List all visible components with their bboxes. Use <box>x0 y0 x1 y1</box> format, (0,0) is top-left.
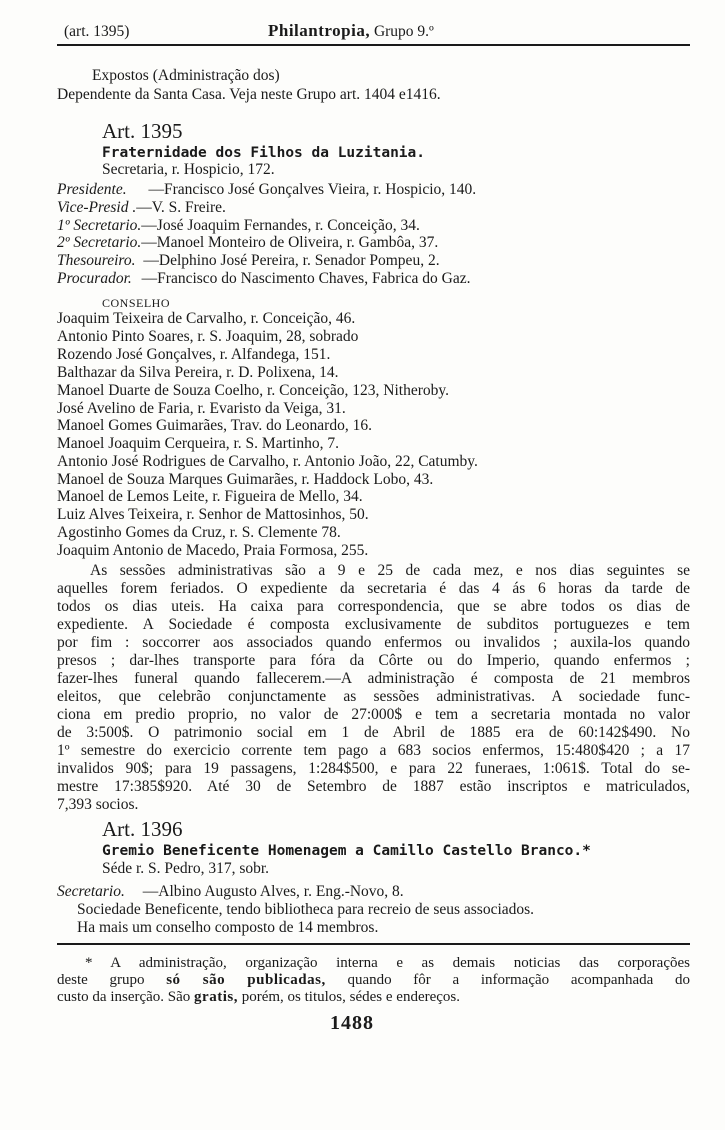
expostos-title-text: Expostos (Administração dos) <box>92 67 280 84</box>
council-member: Joaquim Teixeira de Carvalho, r. Conceição, 46. <box>57 310 356 327</box>
paragraph-line: ciona em predio proprio, no valor de 27:000$ e tem a secretaria montada no valor <box>57 706 690 723</box>
footnote-emphasis: gratis, <box>194 989 238 1005</box>
council-member: Manoel de Lemos Leite, r. Figueira de Mello, 34. <box>57 488 363 505</box>
header-title <box>268 22 434 41</box>
paragraph-line: todos os dias uteis. Ha caixa para correspondencia, que se abre todos os dias de <box>57 598 690 615</box>
footnote-line <box>57 989 690 1006</box>
council-label: CONSELHO <box>102 296 171 310</box>
art-1395-name: Fraternidade dos Filhos da Luzitania. <box>102 145 426 161</box>
council-member: Manoel Joaquim Cerqueira, r. S. Martinho, 7. <box>57 435 339 452</box>
officer-role: 1º Secretario. <box>57 217 142 234</box>
council-member: Joaquim Antonio de Macedo, Praia Formosa, 255. <box>57 542 369 559</box>
council-member: Antonio Pinto Soares, r. S. Joaquim, 28, sobrado <box>57 328 359 345</box>
council-member: Agostinho Gomes da Cruz, r. S. Clemente 78. <box>57 524 341 541</box>
officer-role: Procurador. <box>57 270 132 287</box>
paragraph-line: 1º semestre do exercicio corrente tem pago a 683 socios enfermos, 15:480$420 ; a 17 <box>57 742 690 759</box>
officer-role: Thesoureiro. <box>57 252 136 269</box>
council-member: Manoel Gomes Guimarães, Trav. do Leonardo, 16. <box>57 417 372 434</box>
paragraph-line: 7,393 socios. <box>57 796 139 813</box>
art-1396-name: Gremio Beneficente Homenagem a Camillo Castello Branco.* <box>102 843 591 859</box>
officer-role: Vice-Presid . <box>57 199 137 216</box>
officer-row <box>57 234 438 252</box>
council-member: Balthazar da Silva Pereira, r. D. Polixena, 14. <box>57 364 339 381</box>
paragraph-line: presos ; dar-lhes transporte para fóra da Côrte ou do Imperio, quando enfermos ; <box>57 652 690 669</box>
footnote-text: quando fôr a informação acompanhada do <box>347 972 691 988</box>
paragraph-line: As sessões administrativas são a 9 e 25 de cada mez, e nos dias seguintes se <box>90 562 690 579</box>
art-1395-address: Secretaria, r. Hospicio, 172. <box>102 161 275 178</box>
footnote-text: custo da inserção. São <box>57 989 191 1005</box>
paragraph-line: por fim : soccorrer aos associados quando enfermos ou invalidos ; auxila-los quando <box>57 634 690 651</box>
paragraph-line: invalidos 90$; para 19 passagens, 1:284$500, e para 22 funeraes, 1:061$. Total do se- <box>57 760 690 777</box>
officer-text: —Albino Augusto Alves, r. Eng.-Novo, 8. <box>142 883 404 900</box>
council-member: Luiz Alves Teixeira, r. Senhor de Mattosinhos, 50. <box>57 506 369 523</box>
officer-row <box>57 270 471 288</box>
header-title-text: Philantropia, <box>268 21 371 40</box>
officer-row <box>57 252 440 270</box>
council-member: Antonio José Rodrigues de Carvalho, r. Antonio João, 22, Catumby. <box>57 453 478 470</box>
officer-row <box>57 217 420 235</box>
footnote-emphasis: só são publicadas, <box>166 972 326 988</box>
paragraph-line: aquelles forem feriados. O expediente da secretaria é das 4 ás 6 horas da tarde de <box>57 580 690 597</box>
officer-text: —Manoel Monteiro de Oliveira, r. Gambôa, 37. <box>141 234 439 251</box>
paragraph-line: fazer-lhes funeral quando fallecerem.—A administração é composta de 21 membros <box>57 670 690 687</box>
officer-text: —V. S. Freire. <box>136 199 226 216</box>
header-art-ref: (art. 1395) <box>64 23 130 40</box>
officer-role: Secretario. <box>57 883 125 900</box>
art-1396-desc-line: Ha mais um conselho composto de 14 membros. <box>77 919 379 936</box>
paragraph-line: de 3:500$. O patrimonio social em 1 de Abril de 1885 era de 60:142$490. No <box>57 724 690 741</box>
footnote-line: * A administração, organização interna e as demais noticias das corporações <box>85 955 690 971</box>
header-group: Grupo 9.º <box>373 23 434 40</box>
footnote-rule <box>57 943 690 945</box>
art-1396-address: Séde r. S. Pedro, 317, sobr. <box>102 860 270 877</box>
council-member: Manoel de Souza Marques Guimarães, r. Haddock Lobo, 43. <box>57 471 434 488</box>
page-number: 1488 <box>330 1012 374 1034</box>
paragraph-line: mestre 17:385$920. Até 30 de Setembro de 1887 estão inscriptos e matriculados, <box>57 778 690 795</box>
officer-row <box>57 181 476 199</box>
paragraph-line: expediente. A Sociedade é composta exclusivamente de subditos portuguezes e tem <box>57 616 690 633</box>
officer-text: —Delphino José Pereira, r. Senador Pompeu, 2. <box>143 252 440 269</box>
council-member: Rozendo José Gonçalves, r. Alfandega, 151. <box>57 346 331 363</box>
officer-row <box>57 199 226 217</box>
art-1396-desc-line: Sociedade Beneficente, tendo bibliotheca para recreio de seus associados. <box>77 901 535 918</box>
officer-role: Presidente. <box>57 181 127 198</box>
art-1396-heading: Art. 1396 <box>102 817 183 841</box>
art-1396-officer <box>57 883 404 901</box>
expostos-title <box>92 67 280 85</box>
council-member: José Avelino de Faria, r. Evaristo da Veiga, 31. <box>57 400 346 417</box>
paragraph-line: eleitos, que celebrão conjunctamente as sessões administrativas. A sociedade func- <box>57 688 690 705</box>
header-rule <box>57 44 690 46</box>
footnote-line <box>57 972 690 989</box>
officer-text: —Francisco do Nascimento Chaves, Fabrica do Gaz. <box>141 270 471 287</box>
officer-role: 2º Secretario. <box>57 234 142 251</box>
expostos-desc: Dependente da Santa Casa. Veja neste Grupo art. 1404 e1416. <box>57 86 441 103</box>
officer-text: —José Joaquim Fernandes, r. Conceição, 34. <box>141 217 420 234</box>
footnote-text: deste grupo <box>57 972 145 988</box>
council-member: Manoel Duarte de Souza Coelho, r. Conceição, 123, Nitheroby. <box>57 382 449 399</box>
art-1395-heading: Art. 1395 <box>102 119 183 143</box>
footnote-text: porém, os titulos, sédes e endereços. <box>241 989 460 1005</box>
officer-text: —Francisco José Gonçalves Vieira, r. Hospicio, 140. <box>148 181 477 198</box>
